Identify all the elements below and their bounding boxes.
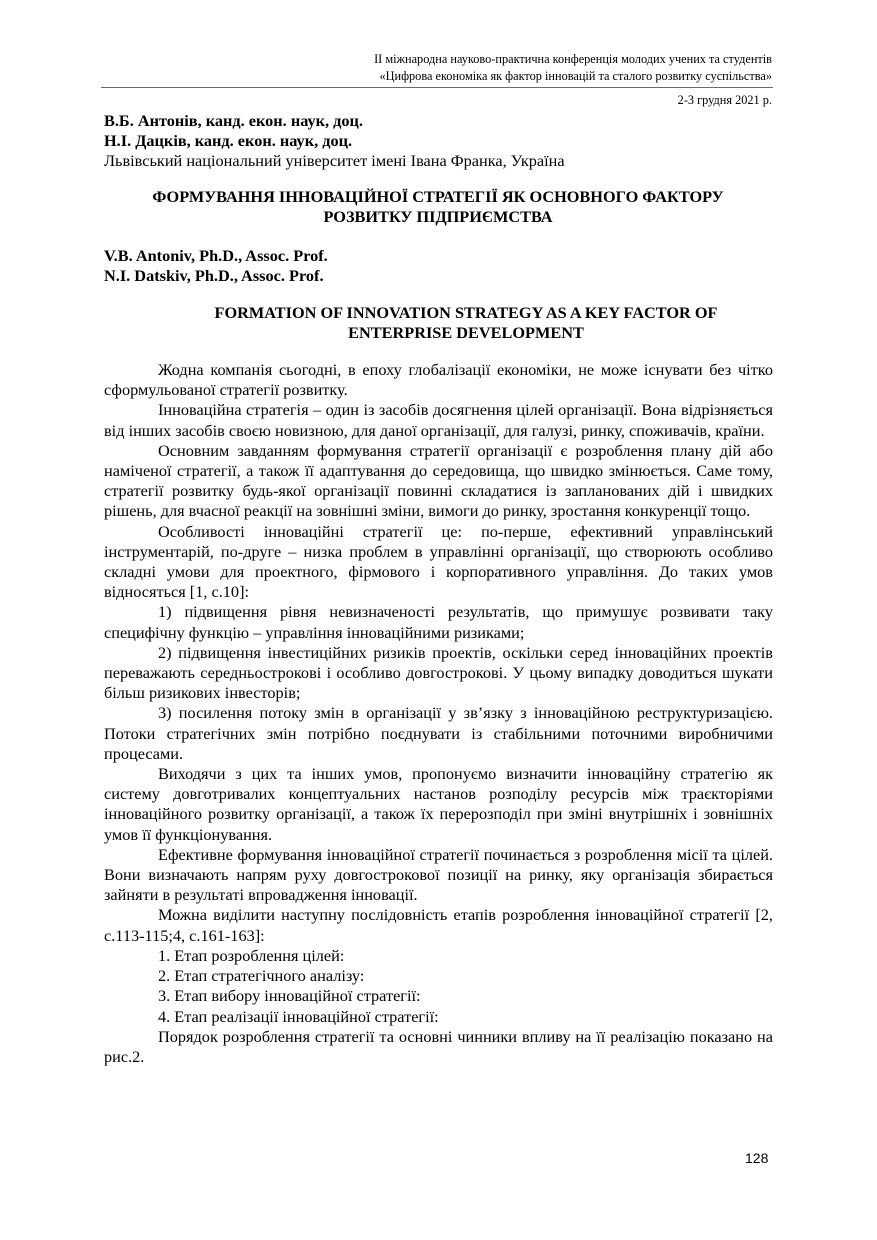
- english-author-2: N.I. Datskiv, Ph.D., Assoc. Prof.: [104, 266, 324, 286]
- author-2: Н.І. Дацків, канд. екон. наук, доц.: [104, 131, 353, 151]
- author-1: В.Б. Антонів, канд. екон. наук, доц.: [104, 111, 364, 130]
- body-text: [104, 360, 773, 1067]
- conference-title: ІІ міжнародна науково-практична конференція молодих учених та студентів: [374, 52, 772, 66]
- header-divider: [101, 87, 773, 88]
- affiliation: Львівський національний університет імені Івана Франка, Україна: [104, 151, 565, 171]
- running-header: [100, 51, 772, 85]
- conference-date: 2-3 грудня 2021 р.: [677, 93, 772, 107]
- paragraph: Порядок розроблення стратегії та основні чинники впливу на її реалізацію показано на рис.2.: [104, 1026, 773, 1066]
- stage-item: 4. Етап реалізації інноваційної стратегії:: [158, 1006, 439, 1026]
- page-number: 128: [745, 1150, 769, 1166]
- paragraph: Жодна компанія сьогодні, в епоху глобалізації економіки, не може існувати без чітко сформульованої стратегії розвитку.: [104, 360, 773, 400]
- english-title: [104, 303, 828, 343]
- english-title-line-1: FORMATION OF INNOVATION STRATEGY AS A KEY FACTOR OF: [214, 303, 718, 322]
- paragraph: Інноваційна стратегія – один із засобів досягнення цілей організації. Вона відрізняється від інших засобів своєю новизною, для даної організації, для галузі, ринку, споживачів, країни.: [104, 400, 773, 440]
- english-author-1: V.B. Antoniv, Ph.D., Assoc. Prof.: [104, 246, 328, 265]
- stage-item: 2. Етап стратегічного аналізу:: [158, 966, 365, 986]
- paragraph: Можна виділити наступну послідовність етапів розроблення інноваційної стратегії [2, с.113-115;4, с.161-163]:: [104, 905, 773, 945]
- paragraph: Ефективне формування інноваційної стратегії починається з розроблення місії та цілей. Вони визначають напрям руху довгострокової позиції на ринку, яку організація збирається зайняти в результаті впровадження інновації.: [104, 844, 773, 905]
- paragraph: Основним завданням формування стратегії організації є розроблення плану дій або наміченої стратегії, а також її адаптування до середовища, що швидко змінюється. Саме тому, стратегії розвитку будь-якої організації повинні складатися із запланованих дій і швидких рішень, для вчасної реакції на зовнішні зміни, вимоги до ринку, зростання конкуренції тощо.: [104, 440, 773, 521]
- list-item: 2) підвищення інвестиційних ризиків проектів, оскільки серед інноваційних проектів переважають середньострокові і особливо довгострокові. У цьому випадку доводиться шукати більш ризикових інвесторів;: [104, 642, 773, 703]
- english-authors-block: [104, 246, 776, 286]
- paper-title-line-1: ФОРМУВАННЯ ІННОВАЦІЙНОЇ СТРАТЕГІЇ ЯК ОСНОВНОГО ФАКТОРУ: [152, 187, 724, 206]
- list-item: 3) посилення потоку змін в організації у зв’язку з інноваційною реструктуризацією. Потоки стратегічних змін потрібно поєднувати із стабільними поточними виробничими процесами.: [104, 703, 773, 763]
- stage-item: 1. Етап розроблення цілей:: [158, 945, 345, 965]
- paragraph: Особливості інноваційні стратегії це: по-перше, ефективний управлінський інструментарій, по-друге – низка проблем в управлінні організації, що створюють особливо складні умови для проектного, фірмового і корпоративного управління. До таких умов відносяться [1, с.10]:: [104, 521, 773, 602]
- paragraph: Виходячи з цих та інших умов, пропонуємо визначити інноваційну стратегію як систему довготривалих концептуальних настанов розподілу ресурсів між траєкторіями інноваційного розвитку організації, а також їх перерозподіл при зміні внутрішніх і зовнішніх умов її функціонування.: [104, 764, 773, 844]
- authors-block: [104, 111, 776, 172]
- paper-title: [104, 187, 772, 227]
- list-item: 1) підвищення рівня невизначеності результатів, що примушує розвивати таку специфічну функцію – управління інноваційними ризиками;: [104, 602, 773, 642]
- paper-title-line-2: РОЗВИТКУ ПІДПРИЄМСТВА: [323, 207, 553, 227]
- conference-subtitle: «Цифрова економіка як фактор інновацій та сталого розвитку суспільства»: [379, 69, 772, 83]
- english-title-line-2: ENTERPRISE DEVELOPMENT: [348, 323, 584, 343]
- stage-item: 3. Етап вибору інноваційної стратегії:: [158, 986, 421, 1006]
